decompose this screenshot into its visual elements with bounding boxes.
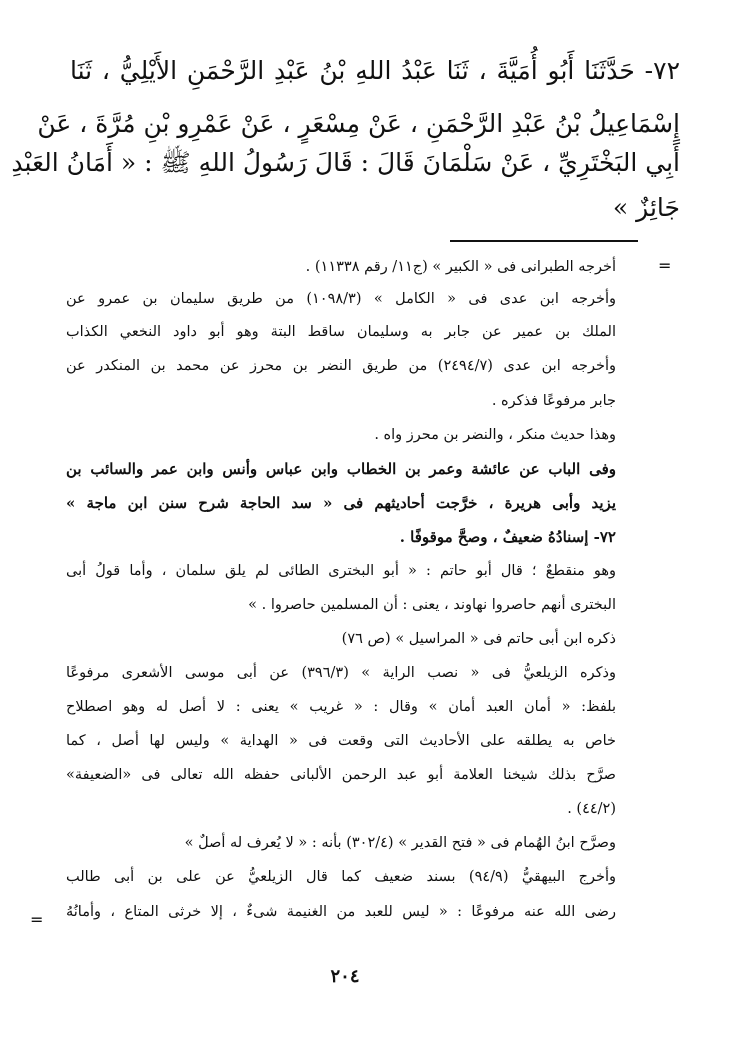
note-line-7: وفى الباب عن عائشة وعمر بن الخطاب وابن عباس وأنس وابن عمر والسائب بن [66, 460, 616, 478]
note-line-5: جابر مرفوعًا فذكره . [491, 393, 616, 409]
note-line-11: البخترى أنهم حاصروا نهاوند ، يعنى : أن المسلمين حاصروا . » [248, 597, 616, 613]
note-line-13: وذكره الزيلعيُّ فى « نصب الراية » (٣٩٦/٣) عن أبى موسى الأشعرى مرفوعًا [66, 665, 616, 681]
note-line-4: وأخرجه ابن عدى (٢٤٩٤/٧) من طريق النضر بن محرز عن محمد بن المنكدر عن [66, 358, 616, 374]
margin-marker-bottom: = [30, 910, 44, 929]
margin-marker-top: = [658, 256, 672, 275]
note-line-17: (٤٤/٢) . [567, 801, 616, 817]
note-line-9: ٧٢- إسنادُهُ ضعيفٌ ، وصحَّ موقوفًا . [399, 528, 616, 546]
note-line-14: بلفظ: « أمان العبد أمان » وقال : « غريب » يعنى : لا أصل له وهو اصطلاح [66, 699, 616, 715]
note-line-19: وأخرج البيهقيُّ (٩٤/٩) بسند ضعيف كما قال الزيلعيُّ عن على بن أبى طالب [66, 869, 616, 885]
note-line-18: وصرَّح ابنُ الهُمام فى « فتح القدير » (٣٠٢/٤) بأنه : « لا يُعرف له أصلٌ » [184, 835, 616, 851]
note-line-16: صرَّح بذلك شيخنا العلامة أبو عبد الرحمن الألبانى حفظه الله تعالى فى «الضعيفة» [66, 767, 616, 783]
hadith-line-1: ٧٢- حَدَّثَنَا أَبُو أُمَيَّةَ ، ثَنَا عَبْدُ اللهِ بْنُ عَبْدِ الرَّحْمَنِ الأَيْلِيُّ ، ثَنَا [70, 56, 680, 85]
note-line-15: خاص به يطلقه على الأحاديث التى وقعت فى « الهداية » وليس لها أصل ، كما [66, 733, 616, 749]
footnote-divider [450, 240, 638, 242]
hadith-line-3: أَبِي البَخْتَرِيِّ ، عَنْ سَلْمَانَ قَالَ : قَالَ رَسُولُ اللهِ ﷺ : « أَمَانُ العَبْدِ [11, 148, 680, 177]
page-number: ٢٠٤ [330, 966, 360, 987]
hadith-line-4: جَائِزٌ » [612, 193, 680, 222]
note-line-6: وهذا حديث منكر ، والنضر بن محرز واه . [374, 427, 616, 443]
note-line-12: ذكره ابن أبى حاتم فى « المراسيل » (ص ٧٦) [341, 631, 616, 647]
note-line-3: الملك بن عمير عن جابر به وسليمان ساقط البتة وهو أبو داود النخعي الكذاب [66, 324, 616, 340]
note-line-10: وهو منقطعٌ ؛ قال أبو حاتم : « أبو البخترى الطائى لم يلق سلمان ، وأما قولُ أبى [66, 563, 616, 579]
note-line-1: أخرجه الطبرانى فى « الكبير » (ج١١/ رقم ١١٣٣٨) . [305, 259, 616, 275]
note-line-8: يزيد وأبى هريرة ، خرَّجت أحاديثهم فى « سد الحاجة شرح سنن ابن ماجة » [66, 494, 616, 512]
note-line-2: وأخرجه ابن عدى فى « الكامل » (١٠٩٨/٣) من طريق سليمان بن عمرو عن [66, 291, 616, 307]
hadith-line-2: إِسْمَاعِيلُ بْنُ عَبْدِ الرَّحْمَنِ ، عَنْ مِسْعَرٍ ، عَنْ عَمْرِو بْنِ مُرَّةَ ، عَنْ [37, 109, 680, 138]
note-line-20: رضى الله عنه مرفوعًا : « ليس للعبد من الغنيمة شىءٌ ، إلا خرثى المتاع ، وأمانُهُ [66, 904, 616, 920]
